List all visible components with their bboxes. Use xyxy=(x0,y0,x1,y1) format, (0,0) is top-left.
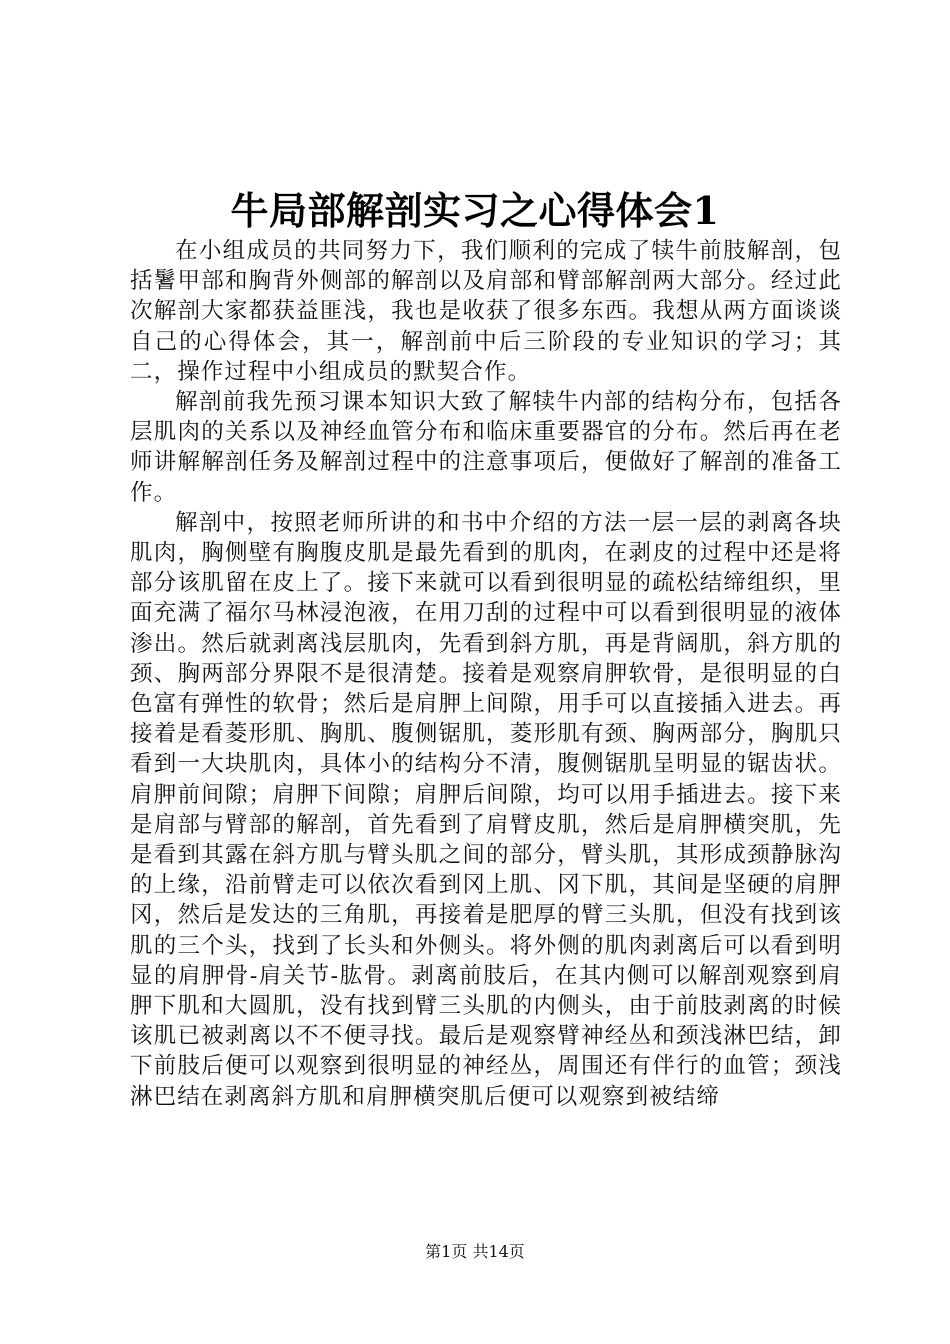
document-body xyxy=(130,236,842,1112)
paragraph-before-dissection: 解剖前我先预习课本知识大致了解犊牛内部的结构分布，包括各层肌肉的关系以及神经血管分布和临床重要器官的分布。然后再在老师讲解解剖任务及解剖过程中的注意事项后，便做好了解剖的准备工作。 xyxy=(130,389,842,506)
paragraph-intro: 在小组成员的共同努力下，我们顺利的完成了犊牛前肢解剖，包括鬐甲部和胸背外侧部的解剖以及肩部和臂部解剖两大部分。经过此次解剖大家都获益匪浅，我也是收获了很多东西。我想从两方面谈谈自己的心得体会，其一，解剖前中后三阶段的专业知识的学习；其二，操作过程中小组成员的默契合作。 xyxy=(130,238,842,385)
page-number-footer: 第1页 共14页 xyxy=(425,1242,525,1261)
paragraph-during-dissection: 解剖中，按照老师所讲的和书中介绍的方法一层一层的剥离各块肌肉，胸侧壁有胸腹皮肌是最先看到的肌肉，在剥皮的过程中还是将部分该肌留在皮上了。接下来就可以看到很明显的疏松结缔组织，里面充满了福尔马林浸泡液，在用刀刮的过程中可以看到很明显的液体渗出。然后就剥离浅层肌肉，先看到斜方肌，再是背阔肌，斜方肌的颈、胸两部分界限不是很清楚。接着是观察肩胛软骨，是很明显的白色富有弹性的软骨；然后是肩胛上间隙，用手可以直接插入进去。再接着是看菱形肌、胸肌、腹侧锯肌，菱形肌有颈、胸两部分，胸肌只看到一大块肌肉，具体小的结构分不清，腹侧锯肌呈明显的锯齿状。肩胛前间隙；肩胛下间隙；肩胛后间隙，均可以用手插进去。接下来是肩部与臂部的解剖，首先看到了肩臂皮肌，然后是肩胛横突肌，先是看到其露在斜方肌与臂头肌之间的部分，臂头肌，其形成颈静脉沟的上缘，沿前臂走可以依次看到冈上肌、冈下肌，其间是坚硬的肩胛冈，然后是发达的三角肌，再接着是肥厚的臂三头肌，但没有找到该肌的三个头，找到了长头和外侧头。将外侧的肌肉剥离后可以看到明显的肩胛骨-肩关节-肱骨。剥离前肢后，在其内侧可以解剖观察到肩胛下肌和大圆肌，没有找到臂三头肌的内侧头，由于前肢剥离的时候该肌已被剥离以不不便寻找。最后是观察臂神经丛和颈浅淋巴结，卸下前肢后便可以观察到很明显的神经丛，周围还有伴行的血管；颈浅淋巴结在剥离斜方肌和肩胛横突肌后便可以观察到被结缔 xyxy=(130,509,842,1110)
page-title: 牛局部解剖实习之心得体会1 xyxy=(230,188,720,233)
